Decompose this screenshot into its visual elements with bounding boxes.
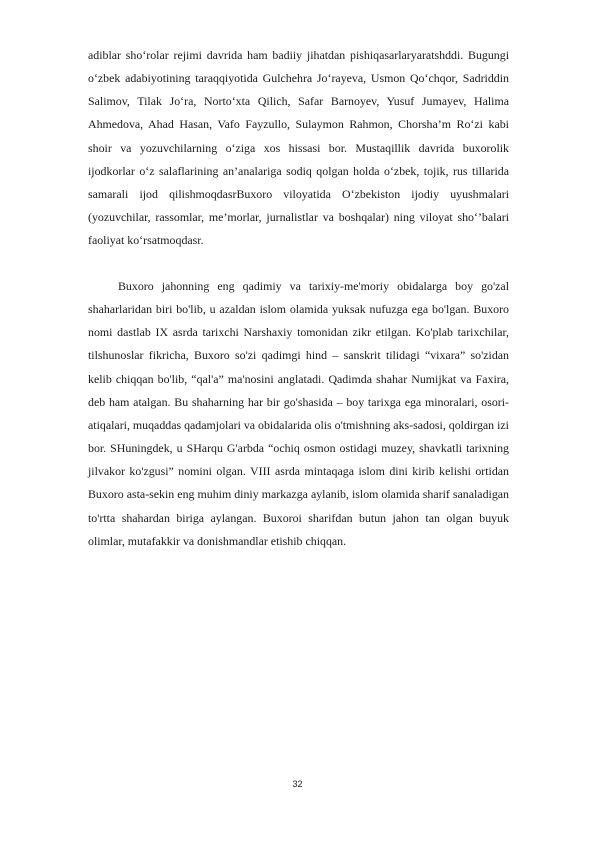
paragraph-2 <box>88 275 509 553</box>
paragraph-text: adiblar sho‘rolar rejimi davrida ham badiiy jihatdan pishiqasarlaryaratshddi. Bugungi o‘zbek adabiyotining taraqqiyotida Gulchehra Jo‘rayeva, Usmon Qo‘chqor, Sadriddin Salimov, Tilak Jo‘ra, Norto‘xta Qilich, Safar Barnoyev, Yusuf Jumayev, Halima Ahmedova, Ahad Hasan, Vafo Fayzullo, Sulaymon Rahmon, Chorsha’m Ro‘zi kabi shoir va yozuvchilarning o‘ziga xos hissasi bor. Mustaqillik davrida buxorolik ijodkorlar o‘z salaflarining an’analariga sodiq qolgan holda o‘zbek, tojik, rus tillarida samarali ijod qilishmoqdasrBuxoro viloyatida O‘zbekiston ijodiy uyushmalari (yozuvchilar, rassomlar, me’morlar, jurnalistlar va boshqalar) ning viloyat sho‘’balari faoliyat ko‘rsatmoqdasr. <box>88 48 509 248</box>
paragraph-1 <box>88 44 509 252</box>
page-number: 32 <box>292 779 303 789</box>
paragraph-text: Buxoro jahonning eng qadimiy va tarixiy-me'moriy obidalarga boy go'zal shaharlaridan biri bo'lib, u azaldan islom olamida yuksak nufuzga ega bo'lgan. Buxoro nomi dastlab IX asrda tarixchi Narshaxiy tomonidan zikr etilgan. Ko'plab tarixchilar, tilshunoslar fikricha, Buxoro so'zi qadimgi hind – sanskrit tilidagi “vixara” so'zidan kelib chiqqan bo'lib, “qal'a” ma'nosini anglatadi. Qadimda shahar Numijkat va Faxira, deb ham atalgan. Bu shaharning har bir go'shasida – boy tarixga ega minoralari, osori- atiqalari, muqaddas qadamjolari va obidalarida olis o'tmishning aks-sadosi, qoldirgan izi bor. SHuningdek, u SHarqu G'arbda “ochiq osmon ostidagi muzey, shavkatli tarixning jilvakor ko'zgusi” nomini olgan. VIII asrda mintaqaga islom dini kirib kelishi ortidan Buxoro asta-sekin eng muhim diniy markazga aylanib, islom olamida sharif sanaladigan to'rtta shahardan biriga aylangan. Buxoroi sharifdan butun jahon tan olgan buyuk olimlar, mutafakkir va donishmandlar etishib chiqqan. <box>88 279 509 548</box>
